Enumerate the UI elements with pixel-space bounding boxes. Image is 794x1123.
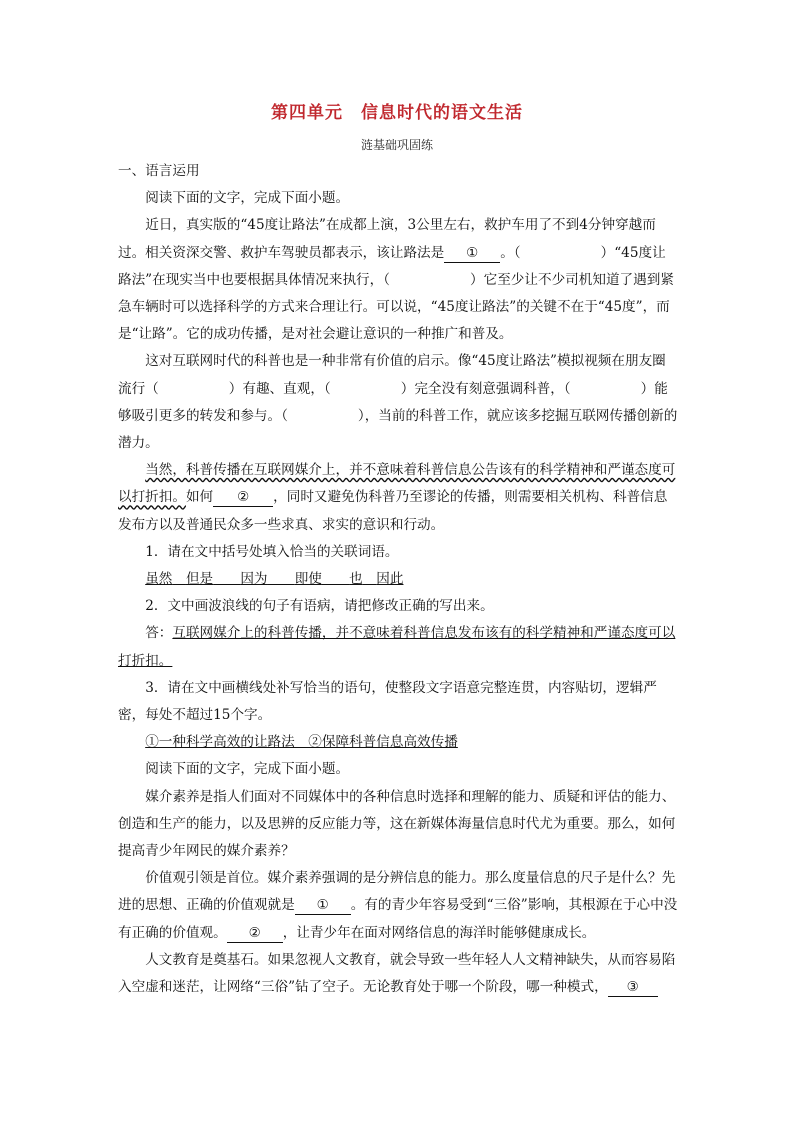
question-1: 1．请在文中括号处填入恰当的关联词语。 [145, 543, 399, 560]
reading-instruction: 阅读下面的文字，完成下面小题。 [145, 761, 350, 778]
document-body [118, 158, 678, 1001]
passage-text: 这对互联网时代的科普也是一种非常有价值的启示。像“45度让路法”模拟视频在朋友圈流行（ [118, 353, 666, 397]
passage2-paragraph2 [118, 865, 678, 947]
answer-word: 即使 [294, 571, 322, 588]
passage-text: ）能够吸引更多的转发和参与。（ [118, 380, 668, 424]
answer-word: 也 [349, 571, 363, 588]
answer-1 [118, 566, 678, 593]
fill-blank-2: ② [227, 924, 283, 943]
passage-text: 人文教育是奠基石。如果忽视人文教育，就会导致一些年轻人人文精神缺失，从而容易陷入空虚和迷茫，让网络“三俗”钻了空子。无论教育处于哪一个阶段，哪一种模式， [118, 951, 676, 996]
answer-word: 但是 [185, 571, 214, 588]
passage-text: ，让青少年在面对网络信息的海洋时能够健康成长。 [282, 924, 596, 941]
section-heading: 一、语言运用 [118, 163, 200, 179]
answer-word: 因为 [240, 571, 268, 588]
passage-text: ）它至少让不少司机知道了遇到紧急车辆时可以选择科学的方式来合理让行。可以说，“45度让路法”的关键不在于“45度”，而是“让路”。它的成功传播，是对社会避让意识的一种推广和普及。 [118, 271, 674, 343]
passage1-paragraph3 [118, 457, 678, 539]
fill-blank-2: ② [213, 488, 273, 507]
answer-label: 答： [145, 625, 173, 642]
answer-word: 虽然 [145, 571, 173, 588]
passage1-paragraph2 [118, 348, 678, 457]
question-3: 3．请在文中画横线处补写恰当的语句，使整段文字语意完整连贯，内容贴切，逻辑严密，每处不超过15个字。 [118, 679, 657, 724]
question-2: 2．文中画波浪线的句子有语病，请把修改正确的写出来。 [145, 598, 494, 615]
passage2-paragraph3 [118, 947, 678, 1001]
passage-text: 如何 [185, 489, 214, 506]
reading-instruction: 阅读下面的文字，完成下面小题。 [145, 190, 350, 207]
passage-text: 。有的青少年容易受到“三俗”影响，其根源在于心中没有正确的价值观。 [118, 897, 678, 941]
passage-text: 价值观引领是首位。媒介素养强调的是分辨信息的能力。那么度量信息的尺子是什么？先进的思想、正确的价值观就是 [118, 870, 676, 914]
answer-3 [118, 729, 678, 756]
answer-word: 因此 [376, 571, 404, 588]
passage-text: ）有趣、直观，（ [228, 380, 331, 397]
passage-text: ，同时又避免伪科普乃至谬论的传播，则需要相关机构、科普信息发布方以及普通民众多一些求真、求实的意识和行动。 [118, 489, 668, 533]
fill-blank-3: ③ [608, 978, 658, 997]
passage2-paragraph1: 媒介素养是指人们面对不同媒体中的各种信息时选择和理解的能力、质疑和评估的能力、创造和生产的能力，以及思辨的反应能力等，这在新媒体海量信息时代尤为重要。那么，如何提高青少年网民的媒介素养？ [118, 788, 676, 860]
answer-2 [118, 620, 678, 674]
passage-text: ）“45度让路法”在现实当中也要根据具体情况来执行，（ [118, 244, 666, 288]
passage-text: ）完全没有刻意强调科普，（ [400, 380, 571, 397]
page-title: 第四单元 信息时代的语文生活 [271, 103, 523, 123]
page-subtitle: 涟基础巩固练 [360, 138, 433, 152]
fill-blank-1: ① [295, 896, 351, 915]
passage-text: 近日，真实版的“45度让路法”在成都上演，3公里左右，救护车用了不到4分钟穿越而过。相关资深交警、救护车驾驶员都表示，该让路法是 [118, 217, 656, 261]
answer-text: ①一种科学高效的让路法 ②保障科普信息高效传播 [145, 734, 458, 751]
passage-text: ），当前的科普工作，就应该多挖掘互联网传播创新的潜力。 [118, 407, 678, 452]
passage-text: 。（ [500, 244, 521, 261]
answer-text: 互联网媒介上的科普传播，并不意味着科普信息发布该有的科学精神和严谨态度可以打折扣。 [118, 625, 676, 669]
fill-blank-1: ① [444, 244, 500, 263]
passage1-paragraph1 [118, 212, 678, 348]
wavy-underlined-sentence: 当然，科普传播在互联网媒介上，并不意味着科普信息公告该有的科学精神和严谨态度可以打折扣。 [118, 462, 676, 506]
